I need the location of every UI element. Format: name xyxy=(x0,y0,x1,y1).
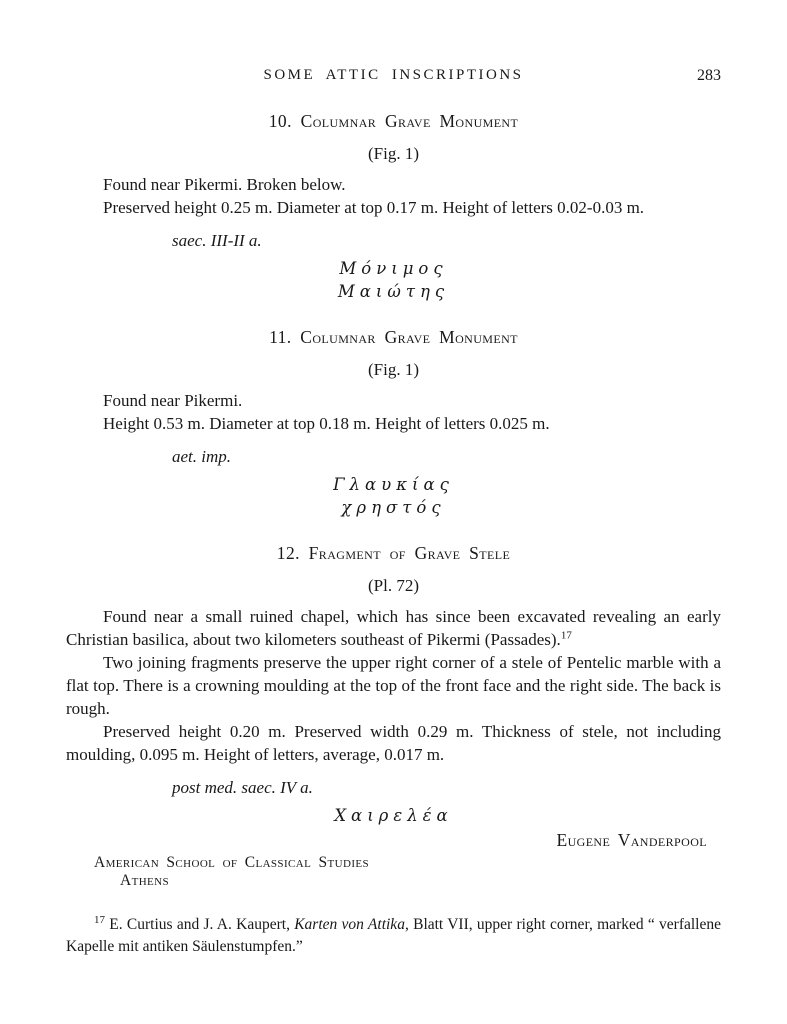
footnote-17-after-title: , Blatt VII, upper right corner, marked “ verfallene Kapelle mit antiken Säulenstumpfen.” xyxy=(66,916,721,955)
author-signature: Eugene Vanderpool xyxy=(556,830,707,850)
footnote-17-marker: 17 xyxy=(94,913,105,926)
entry-11-heading xyxy=(66,326,721,349)
entry-10-number: 10. xyxy=(268,111,292,131)
greek-line: Γλαυκίας xyxy=(333,475,454,494)
entry-12-number: 12. xyxy=(276,543,300,563)
entry-12-heading xyxy=(66,542,721,565)
entry-12-para-description: Two joining fragments preserve the upper right corner of a stele of Pentelic marble with a flat top. There is a crowning moulding at the top of the front face and the right side. The back is rough. xyxy=(66,653,721,718)
footnote-17-before-title: E. Curtius and J. A. Kaupert, xyxy=(109,916,295,933)
entry-10 xyxy=(66,110,721,303)
entry-12-plate-ref: (Pl. 72) xyxy=(368,576,419,595)
entry-10-heading xyxy=(66,110,721,133)
affiliation-institution: American School of Classical Studies xyxy=(94,854,370,871)
entry-11-inscription xyxy=(66,473,721,519)
author-affiliation xyxy=(94,854,721,890)
entry-12-para-dimensions: Preserved height 0.20 m. Preserved width 0.29 m. Thickness of stele, not including moulding, 0.095 m. Height of letters, average, 0.017 m. xyxy=(66,722,721,764)
footnote-reference-17: 17 xyxy=(560,629,572,642)
footnote-17-text xyxy=(66,914,721,958)
greek-line: χρηστός xyxy=(341,498,446,517)
entry-12-title: Fragment of Grave Stele xyxy=(308,543,511,563)
entry-10-findspot: Found near Pikermi. Broken below. xyxy=(103,175,346,194)
entry-10-dimensions: Preserved height 0.25 m. Diameter at top 0.17 m. Height of letters 0.02-0.03 m. xyxy=(103,198,645,217)
page-number: 283 xyxy=(697,67,721,84)
entry-10-inscription xyxy=(66,257,721,303)
entry-11 xyxy=(66,326,721,519)
running-head xyxy=(66,64,721,87)
entry-11-date: aet. imp. xyxy=(172,447,232,466)
entry-11-number: 11. xyxy=(269,327,292,347)
entry-12 xyxy=(66,542,721,827)
entry-12-inscription xyxy=(66,804,721,827)
running-head-title: SOME ATTIC INSCRIPTIONS xyxy=(263,67,524,83)
entry-10-figure-ref: (Fig. 1) xyxy=(368,144,419,163)
entry-11-figure-ref: (Fig. 1) xyxy=(368,360,419,379)
entry-12-para-findspot xyxy=(66,605,721,651)
greek-line: Χαιρελέα xyxy=(334,806,453,825)
affiliation-city: Athens xyxy=(120,872,170,889)
greek-line: Μαιώτης xyxy=(337,282,450,301)
entry-11-findspot: Found near Pikermi. xyxy=(103,391,243,410)
footnote-17-book-title: Karten von Attika xyxy=(294,916,405,933)
greek-line: Μόνιμος xyxy=(339,259,448,278)
entry-10-title: Columnar Grave Monument xyxy=(300,111,519,131)
entry-10-date: saec. III-II a. xyxy=(172,231,262,250)
footnote-17 xyxy=(66,914,721,958)
entry-12-date: post med. saec. IV a. xyxy=(172,778,313,797)
entry-11-title: Columnar Grave Monument xyxy=(300,327,518,347)
entry-12-para-findspot-text: Found near a small ruined chapel, which has since been excavated revealing an early Christian basilica, about two kilometers southeast of Pikermi (Passades). xyxy=(66,607,721,649)
entry-11-dimensions: Height 0.53 m. Diameter at top 0.18 m. Height of letters 0.025 m. xyxy=(103,414,550,433)
